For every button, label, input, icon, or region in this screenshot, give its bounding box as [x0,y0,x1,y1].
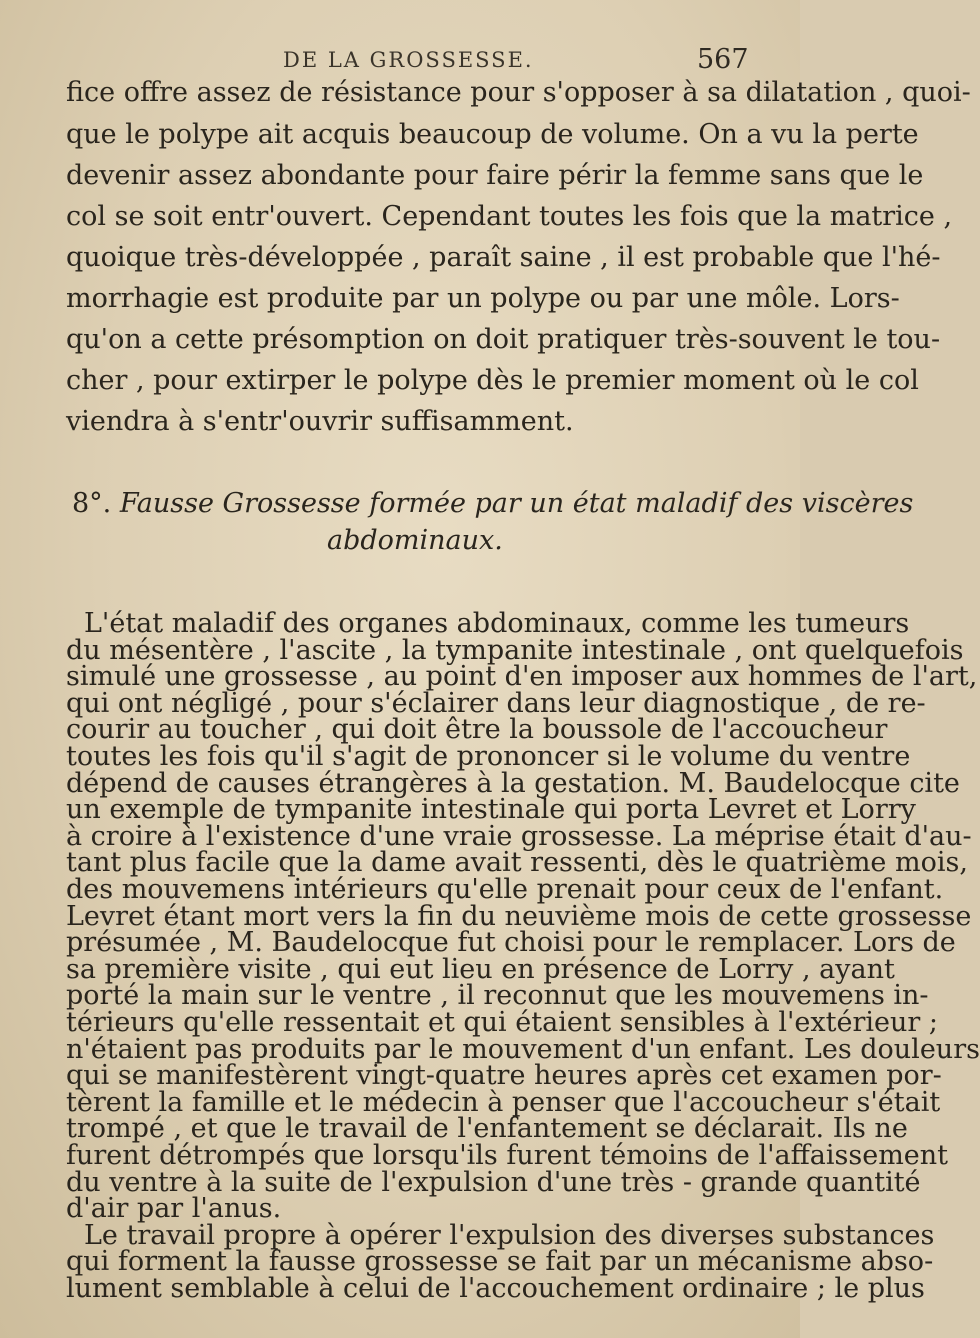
text-line: fice offre assez de résistance pour s'opposer à sa dilatation , quoi- [66,77,971,108]
text-line: Levret étant mort vers la fin du neuvième mois de cette grossesse [66,901,972,932]
text-line: cher , pour extirper le polype dès le premier moment où le col [66,365,919,396]
text-line: qui ont négligé , pour s'éclairer dans leur diagnostique , de re- [66,688,926,719]
text-line: des mouvemens intérieurs qu'elle prenait pour ceux de l'enfant. [66,874,944,905]
text-line: qui se manifestèrent vingt-quatre heures après cet examen por- [66,1060,942,1091]
text-line: du mésentère , l'ascite , la tympanite intestinale , ont quelquefois [66,635,964,666]
text-line: Le travail propre à opérer l'expulsion des diverses substances [84,1220,935,1251]
text-line: térieurs qu'elle ressentait et qui étaient sensibles à l'extérieur ; [66,1007,938,1038]
section-heading-line-2: abdominaux. [327,525,503,556]
text-line: qui forment la fausse grossesse se fait par un mécanisme abso- [66,1246,934,1277]
running-title: DE LA GROSSESSE. [283,48,534,72]
text-line: sa première visite , qui eut lieu en présence de Lorry , ayant [66,954,895,985]
text-line: simulé une grossesse , au point d'en imposer aux hommes de l'art, [66,661,978,692]
text-line: tèrent la famille et le médecin à penser que l'accoucheur s'était [66,1087,941,1118]
section-title: Fausse Grossesse formée par un état maladif des viscères [119,488,914,519]
text-line: n'étaient pas produits par le mouvement d'un enfant. Les douleurs [66,1034,980,1065]
text-line: lument semblable à celui de l'accouchement ordinaire ; le plus [66,1273,925,1304]
text-line: col se soit entr'ouvert. Cependant toutes les fois que la matrice , [66,201,953,232]
text-line: furent détrompés que lorsqu'ils furent témoins de l'affaissement [66,1140,949,1171]
text-line: dépend de causes étrangères à la gestation. M. Baudelocque cite [66,768,960,799]
section-heading-line-1 [72,487,913,521]
text-line: d'air par l'anus. [66,1193,282,1224]
text-line: un exemple de tympanite intestinale qui porta Levret et Lorry [66,794,916,825]
text-line: à croire à l'existence d'une vraie grossesse. La méprise était d'au- [66,821,972,852]
text-line: du ventre à la suite de l'expulsion d'une très - grande quantité [66,1167,921,1198]
text-line: toutes les fois qu'il s'agit de prononcer si le volume du ventre [66,741,911,772]
text-line: présumée , M. Baudelocque fut choisi pour le remplacer. Lors de [66,927,956,958]
text-line: devenir assez abondante pour faire périr la femme sans que le [66,160,924,191]
text-line: courir au toucher , qui doit être la boussole de l'accoucheur [66,714,888,745]
text-line: qu'on a cette présomption on doit pratiquer très-souvent le tou- [66,324,941,355]
text-line: porté la main sur le ventre , il reconnut que les mouvemens in- [66,980,929,1011]
text-line: que le polype ait acquis beaucoup de volume. On a vu la perte [66,119,919,150]
text-line: tant plus facile que la dame avait ressenti, dès le quatrième mois, [66,847,968,878]
text-line: morrhagie est produite par un polype ou par une môle. Lors- [66,283,900,314]
page-number: 567 [697,44,749,75]
text-line: viendra à s'entr'ouvrir suffisamment. [66,406,574,437]
section-number: 8°. [72,488,112,519]
text-line: quoique très-développée , paraît saine , il est probable que l'hé- [66,242,941,273]
text-line: trompé , et que le travail de l'enfantement se déclarait. Ils ne [66,1113,908,1144]
text-line: L'état maladif des organes abdominaux, comme les tumeurs [84,608,910,639]
